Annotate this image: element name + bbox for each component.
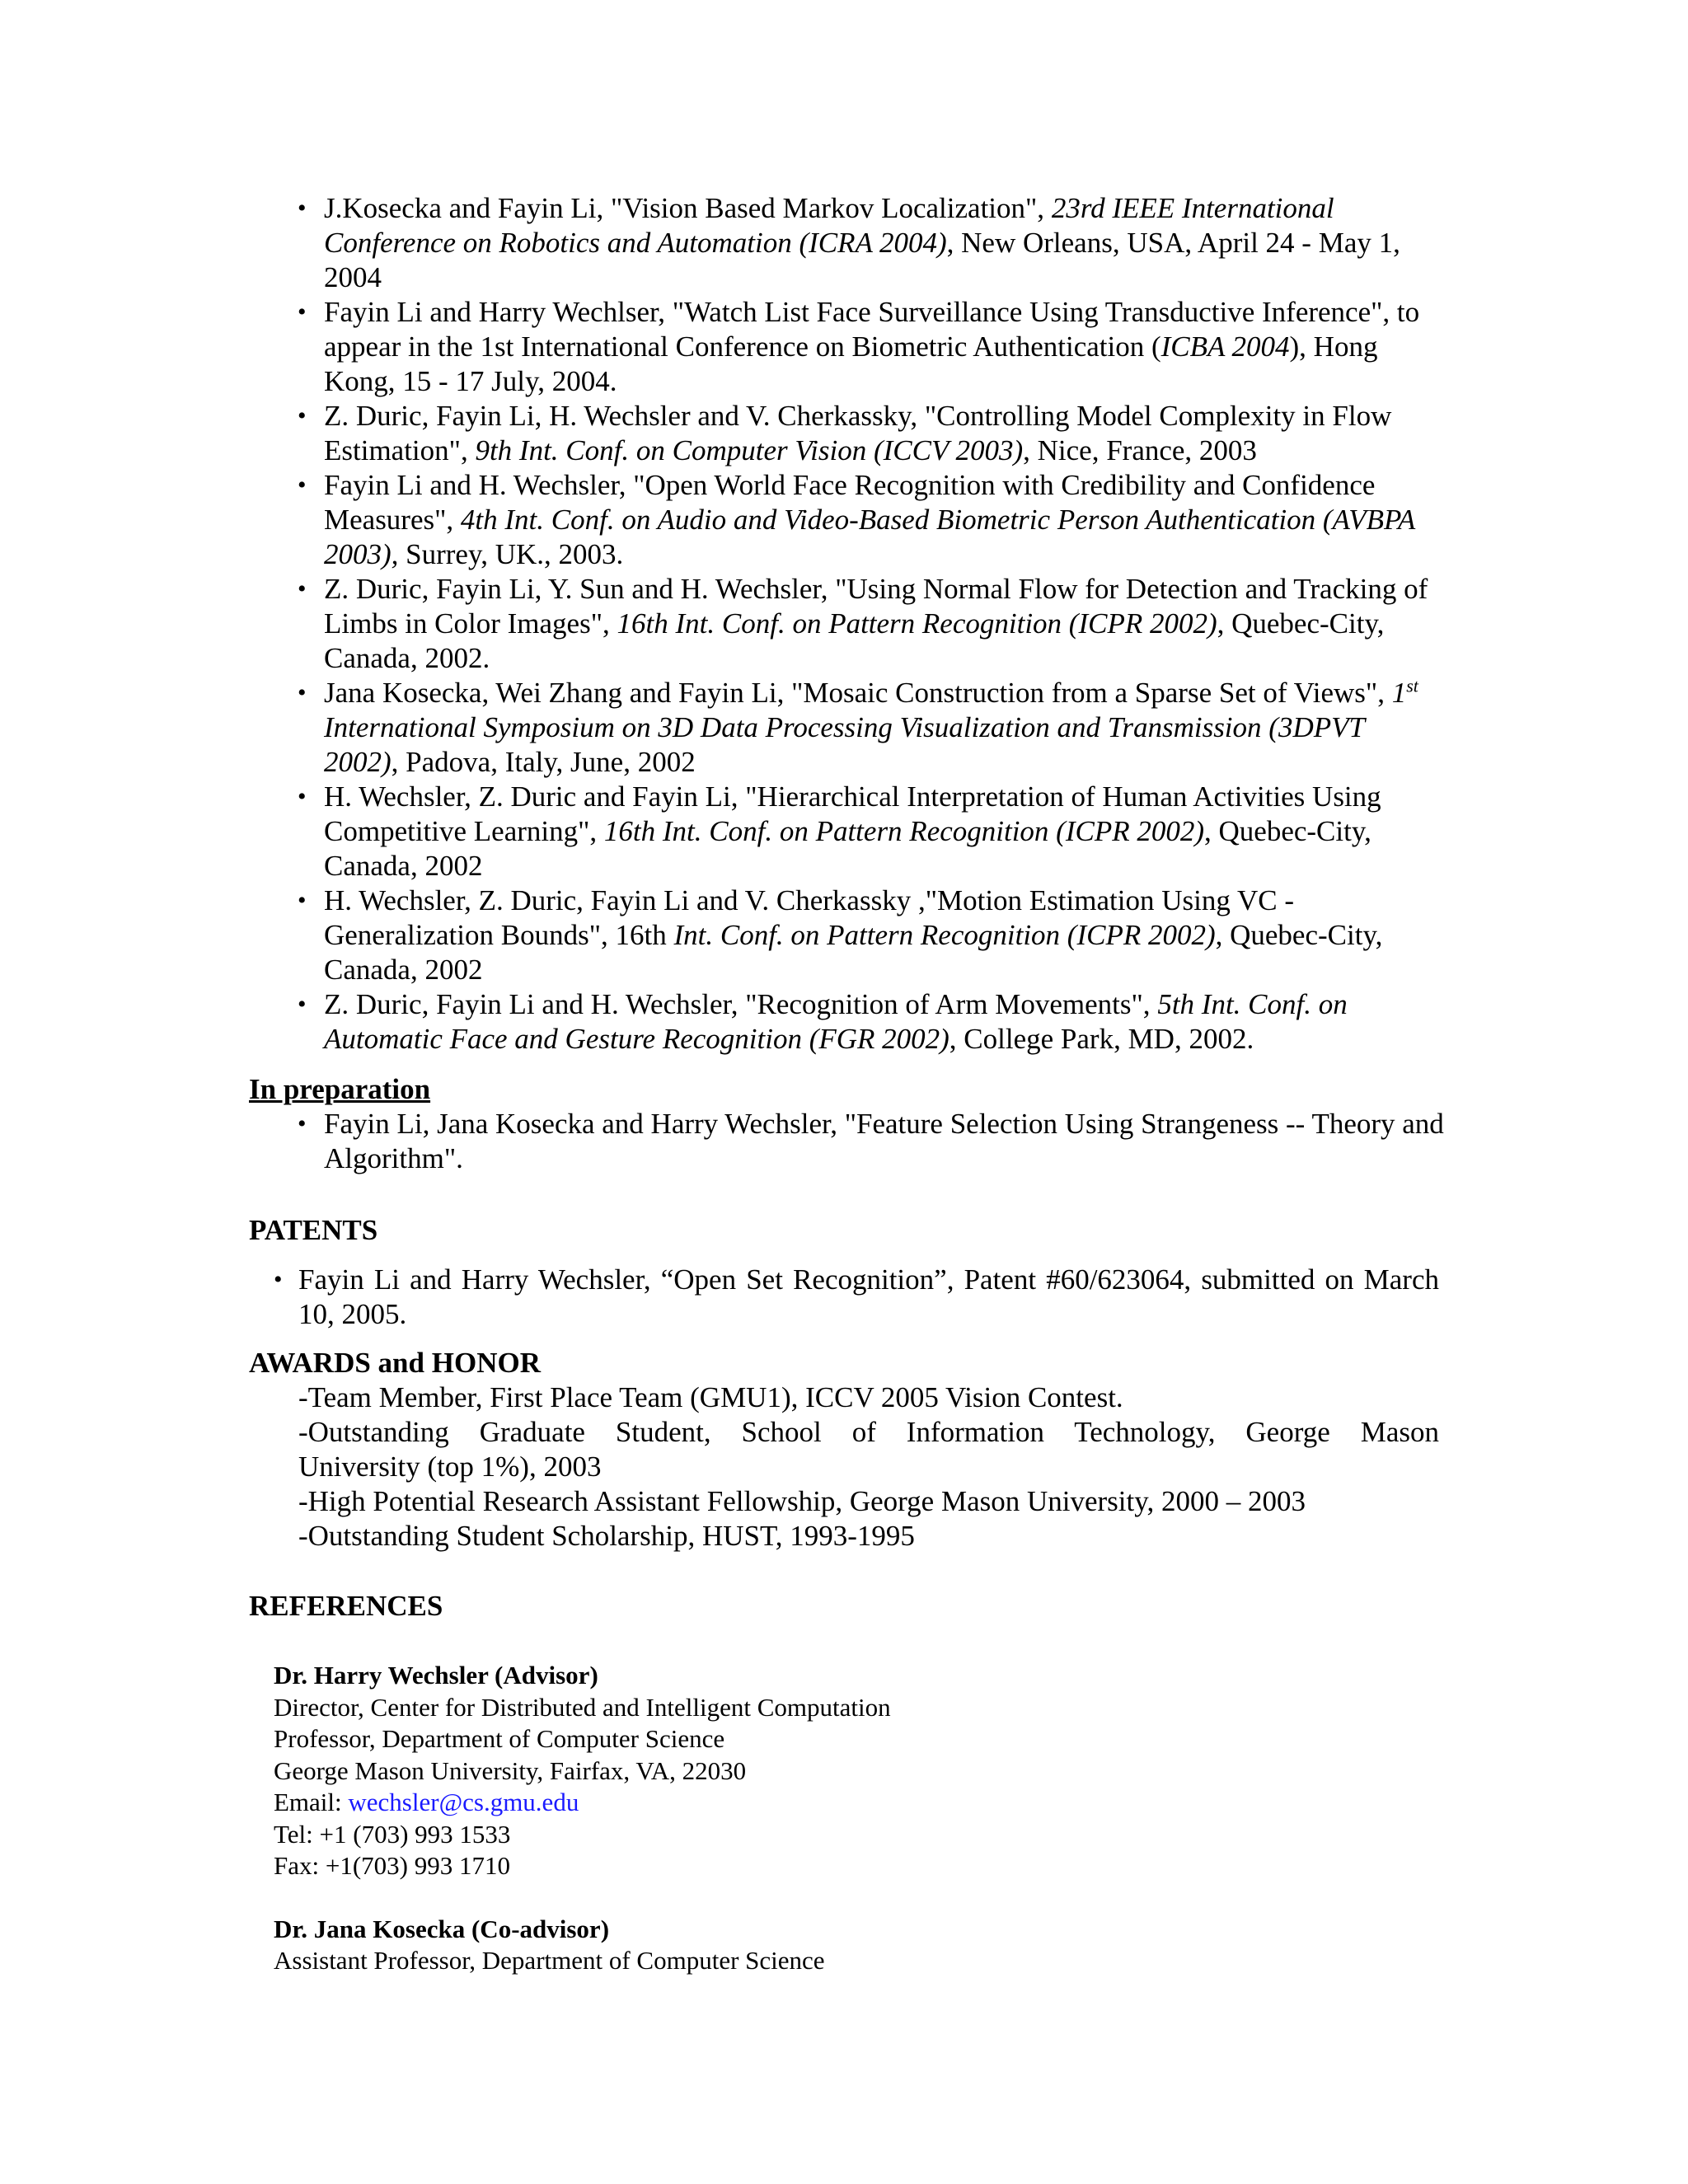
prep-item-text: Fayin Li, Jana Kosecka and Harry Wechsler, "Feature Selection Using Strangeness -- Theory and Algorithm". <box>324 1108 1444 1174</box>
bullet-icon: • <box>298 194 307 222</box>
pub-venue: ICBA 2004 <box>1160 330 1290 363</box>
pub-location-date: , Padova, Italy, June, 2002 <box>391 746 696 778</box>
references-heading: REFERENCES <box>249 1590 443 1622</box>
award-item: -Outstanding Graduate Student, School of Information Technology, George Mason <box>298 1416 1439 1448</box>
pub-venue: 4th Int. Conf. on Audio and Video-Based Biometric Person Authentication (AVBPA 2003), <box>324 504 1415 570</box>
reference-name: Dr. Jana Kosecka (Co-advisor) <box>274 1914 610 1943</box>
pub-location-date: , New Orleans, USA, April 24 - May 1, 2004 <box>324 227 1400 293</box>
awards-heading: AWARDS and HONOR <box>249 1347 541 1379</box>
pub-location-date: , College Park, MD, 2002. <box>949 1023 1254 1055</box>
list-item <box>0 468 1445 572</box>
award-item: -Outstanding Student Scholarship, HUST, 1993-1995 <box>298 1520 915 1552</box>
patents-heading: PATENTS <box>249 1214 378 1246</box>
pub-venue: 9th Int. Conf. on Computer Vision (ICCV 2003) <box>475 434 1024 466</box>
bullet-icon: • <box>298 783 307 810</box>
bullet-icon: • <box>274 1266 283 1293</box>
pub-venue: 23rd IEEE International Conference on Robotics and Automation (ICRA 2004) <box>324 192 1334 259</box>
pub-authors-title: H. Wechsler, Z. Duric, Fayin Li and V. Cherkassky ,"Motion Estimation Using VC - Generalization Bounds", 16th <box>324 884 1294 951</box>
bullet-icon: • <box>298 991 307 1018</box>
pub-location-date: ), Hong Kong, 15 - 17 July, 2004. <box>324 330 1378 397</box>
list-item <box>0 399 1445 468</box>
bullet-icon: • <box>298 575 307 602</box>
bullet-icon: • <box>298 887 307 914</box>
spacer <box>274 1882 891 1914</box>
email-label: Email: <box>274 1788 349 1816</box>
references-block <box>274 1660 891 1977</box>
pub-authors-title: Jana Kosecka, Wei Zhang and Fayin Li, "Mosaic Construction from a Sparse Set of Views", <box>324 677 1392 709</box>
list-item <box>0 572 1445 676</box>
email-link[interactable]: wechsler@cs.gmu.edu <box>348 1788 579 1816</box>
pub-authors-title: J.Kosecka and Fayin Li, "Vision Based Markov Localization", <box>324 192 1052 224</box>
reference-line: Assistant Professor, Department of Computer Science <box>274 1946 825 1975</box>
in-preparation-heading: In preparation <box>249 1073 431 1105</box>
reference-tel: Tel: +1 (703) 993 1533 <box>274 1819 511 1849</box>
patent-text: Fayin Li and Harry Wechsler, “Open Set Recognition”, Patent #60/623064, submitted on March 10, 2005. <box>298 1263 1439 1330</box>
list-item <box>0 883 1445 987</box>
pub-authors-title: Fayin Li and Harry Wechlser, "Watch List Face Surveillance Using Transductive Inference", to appear in the 1st International Conference on Biometric Authentication ( <box>324 296 1420 363</box>
pub-location-date: , Nice, France, 2003 <box>1023 434 1257 466</box>
in-preparation-list <box>0 1107 1445 1176</box>
bullet-icon: • <box>298 402 307 429</box>
pub-location-date: , Quebec-City, Canada, 2002 <box>324 815 1372 882</box>
bullet-icon: • <box>298 298 307 326</box>
pub-venue: 5th Int. Conf. on Automatic Face and Gesture Recognition (FGR 2002) <box>324 988 1348 1055</box>
pub-venue-ordinal-suffix: st <box>1406 675 1418 696</box>
pub-authors-title: Z. Duric, Fayin Li and H. Wechsler, "Recognition of Arm Movements", <box>324 988 1158 1020</box>
publication-list <box>0 191 1688 1057</box>
reference-email-row <box>274 1787 891 1819</box>
awards-list <box>298 1380 1439 1554</box>
reference-fax: Fax: +1(703) 993 1710 <box>274 1851 510 1880</box>
pub-venue: Int. Conf. on Pattern Recognition (ICPR 2002) <box>673 919 1216 951</box>
pub-authors-title: H. Wechsler, Z. Duric and Fayin Li, "Hierarchical Interpretation of Human Activities Using Competitive Learning", <box>324 780 1381 847</box>
award-item: -Team Member, First Place Team (GMU1), ICCV 2005 Vision Contest. <box>298 1381 1123 1413</box>
pub-venue: 16th Int. Conf. on Pattern Recognition (ICPR 2002) <box>603 815 1205 847</box>
award-item: -High Potential Research Assistant Fellowship, George Mason University, 2000 – 2003 <box>298 1485 1306 1517</box>
list-item <box>0 191 1445 295</box>
list-item <box>0 295 1445 399</box>
list-item <box>0 676 1445 780</box>
pub-venue: International Symposium on 3D Data Processing Visualization and Transmission (3DPVT 2002) <box>324 711 1365 778</box>
bullet-icon: • <box>298 471 307 499</box>
pub-location-date: Surrey, UK., 2003. <box>398 538 624 570</box>
pub-location-date: , Quebec-City, Canada, 2002. <box>324 607 1385 674</box>
list-item <box>0 780 1445 883</box>
pub-authors-title: Z. Duric, Fayin Li, H. Wechsler and V. Cherkassky, "Controlling Model Complexity in Flow Estimation", <box>324 400 1392 466</box>
bullet-icon: • <box>298 1110 307 1137</box>
reference-line: George Mason University, Fairfax, VA, 22030 <box>274 1755 747 1785</box>
pub-location-date: , Quebec-City, Canada, 2002 <box>324 919 1383 986</box>
patent-item <box>0 1263 1439 1332</box>
list-item <box>0 1107 1445 1176</box>
bullet-icon: • <box>298 679 307 706</box>
pub-venue: 16th Int. Conf. on Pattern Recognition (ICPR 2002) <box>617 607 1217 640</box>
pub-venue-ordinal: 1 <box>1391 677 1407 709</box>
reference-line: Director, Center for Distributed and Intelligent Computation <box>274 1692 891 1722</box>
pub-authors-title: Z. Duric, Fayin Li, Y. Sun and H. Wechsler, "Using Normal Flow for Detection and Tracking of Limbs in Color Images", <box>324 573 1428 640</box>
pub-authors-title: Fayin Li and H. Wechsler, "Open World Face Recognition with Credibility and Confidence Measures", <box>324 469 1376 536</box>
reference-line: Professor, Department of Computer Science <box>274 1724 725 1753</box>
list-item <box>0 987 1445 1057</box>
award-item-continuation: University (top 1%), 2003 <box>298 1451 602 1483</box>
reference-name: Dr. Harry Wechsler (Advisor) <box>274 1661 598 1690</box>
